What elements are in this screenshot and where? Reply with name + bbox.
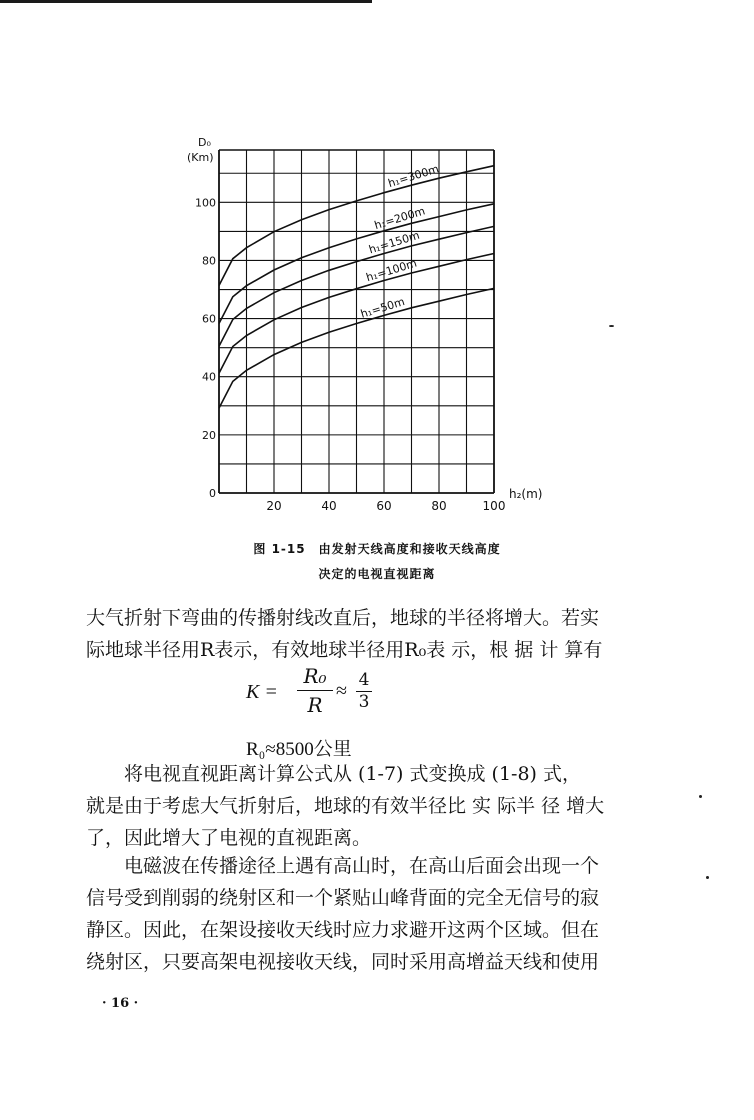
series-label: h₁=100m: [364, 256, 419, 285]
y-tick-label: 20: [202, 428, 216, 442]
y-axis-symbol: D₀: [198, 136, 211, 149]
paragraph-3-line-3: 静区。因此，在架设接收天线时应力求避开这两个区域。但在: [86, 919, 600, 941]
y-tick-label: 60: [202, 312, 216, 326]
equation-k-lhs: K =: [246, 681, 278, 703]
equation-approx-sign: ≈: [336, 680, 347, 702]
x-tick-label: 40: [321, 499, 337, 513]
paragraph-1-line-2: 际地球半径用R表示，有效地球半径用R₀表 示，根 据 计 算有: [86, 639, 603, 661]
scan-speck: [699, 795, 702, 798]
tick-labels: [195, 196, 505, 513]
paragraph-3-line-4: 绕射区，只要高架电视接收天线，同时采用高增益天线和使用: [86, 951, 600, 973]
equation-four: 4: [356, 670, 372, 692]
series-label: h₁=50m: [359, 295, 407, 321]
equation-three: 3: [358, 692, 370, 712]
paragraph-1: [86, 602, 642, 666]
equation-k-denominator: R: [307, 693, 323, 717]
paragraph-3-line-1: 电磁波在传播途径上遇有高山时，在高山后面会出现一个: [124, 855, 600, 877]
equation-earth-radius: R₀≈8500公里: [246, 739, 352, 760]
equation-k-fraction: [297, 664, 333, 717]
y-tick-label: 0: [209, 487, 216, 500]
scan-speck: [706, 876, 709, 879]
series-label: h₁=150m: [367, 228, 422, 257]
x-axis-label: h₂(m): [509, 487, 543, 501]
paragraph-3-line-2: 信号受到削弱的绕射区和一个紧贴山峰背面的完全无信号的寂: [86, 887, 600, 909]
x-tick-label: 60: [376, 499, 392, 513]
figure-caption-line1: 图 1-15 由发射天线高度和接收天线高度: [253, 542, 501, 556]
figure-caption-line2: 决定的电视直视距离: [318, 567, 436, 581]
y-tick-label: 80: [202, 254, 216, 268]
paragraph-2-line-3: 了，因此增大了电视的直视距离。: [86, 827, 372, 849]
equation-k-numerator: R₀: [297, 664, 333, 691]
series-label: h₁=300m: [386, 162, 441, 191]
paragraph-2-line-1: 将电视直视距离计算公式从 (1-7) 式变换成 (1-8) 式，: [124, 763, 582, 785]
page-number: · 16 ·: [102, 996, 139, 1011]
paragraph-2: [86, 758, 642, 854]
paragraph-3: [86, 850, 642, 978]
paragraph-2-line-2: 就是由于考虑大气折射后，地球的有效半径比 实 际半 径 增大: [86, 795, 605, 817]
series-label: h₁=200m: [372, 204, 427, 233]
paragraph-1-line-1: 大气折射下弯曲的传播射线改直后，地球的半径将增大。若实: [86, 607, 600, 629]
x-tick-label: 100: [482, 499, 506, 513]
x-tick-label: 20: [266, 499, 282, 513]
equation-four-thirds: [356, 670, 372, 712]
y-tick-label: 40: [202, 370, 216, 384]
scan-speck: [609, 325, 614, 327]
x-tick-label: 80: [431, 499, 447, 513]
y-axis-unit: (Km): [187, 151, 214, 164]
y-tick-label: 100: [195, 196, 216, 210]
